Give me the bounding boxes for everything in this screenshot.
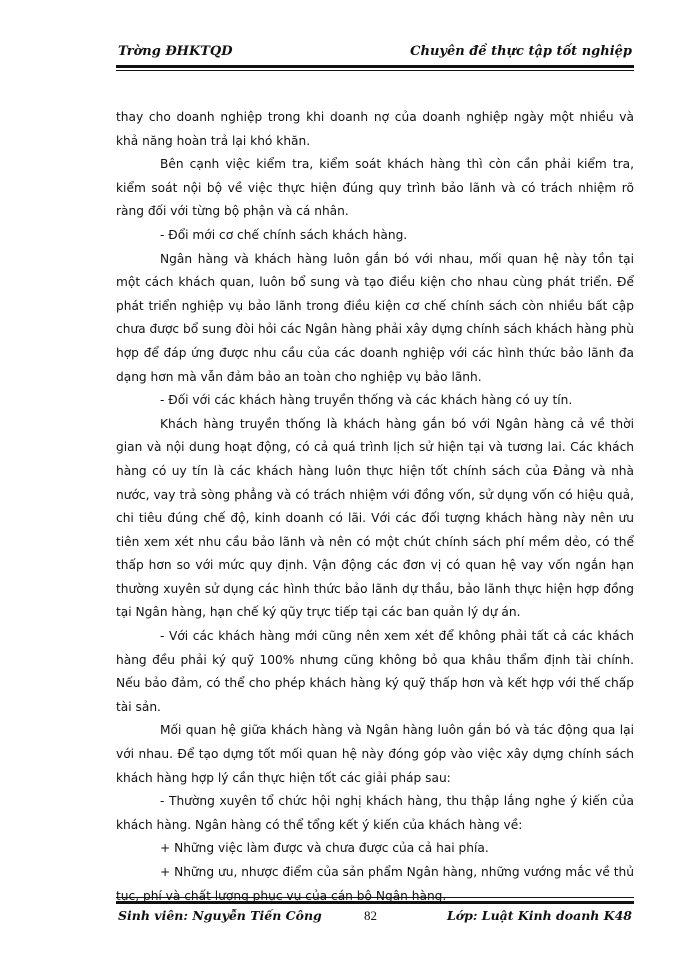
paragraph: Ngân hàng và khách hàng luôn gắn bó với nhau, mối quan hệ này tồn tại một cách khách quan, luôn bổ sung và tạo điều kiện cho nhau cùng phát triển. Để phát triển nghiệp vụ bảo lãnh trong điều kiện cơ chế chính sách còn nhiều bất cập chưa được bổ sung đòi hỏi các Ngân hàng phải xây dựng chính sách khách hàng phù hợp để đáp ứng được nhu cầu của các doanh nghiệp với các hình thức bảo lãnh đa dạng hơn mà vẫn đảm bảo an toàn cho nghiệp vụ bảo lãnh. xyxy=(116,251,634,384)
paragraph: - Đổi mới cơ chế chính sách khách hàng. xyxy=(160,227,408,242)
footer-student: Sinh viên: Nguyễn Tiến Công xyxy=(118,908,322,923)
page-footer xyxy=(116,906,632,928)
header-school: Trờng ĐHKTQD xyxy=(118,44,233,59)
paragraph: thay cho doanh nghiệp trong khi doanh nợ của doanh nghiệp ngày một nhiều và khả năng hoàn trả lại khó khăn. xyxy=(116,110,634,148)
page-header xyxy=(116,42,632,66)
header-rule-thin xyxy=(116,70,634,71)
footer-rule-thin xyxy=(116,897,634,898)
header-title: Chuyên đề thực tập tốt nghiệp xyxy=(410,44,632,59)
header-rule-thick xyxy=(116,65,634,68)
paragraph: - Với các khách hàng mới cũng nên xem xét để không phải tất cả các khách hàng đều phải ký quỹ 100% nhưng cũng không bỏ qua khâu thẩm định tài chính. Nếu bảo đảm, có thể cho phép khách hàng ký quỹ thấp hơn và kết hợp với thế chấp tài sản. xyxy=(116,629,634,714)
footer-class: Lớp: Luật Kinh doanh K48 xyxy=(446,908,632,923)
paragraph: - Đối với các khách hàng truyền thống và các khách hàng có uy tín. xyxy=(160,393,573,408)
paragraph: + Những việc làm được và chưa được của cả hai phía. xyxy=(160,841,489,856)
paragraph: Khách hàng truyền thống là khách hàng gắn bó với Ngân hàng cả về thời gian và nội dung hoạt động, có cả quá trình lịch sử hiện tại và tương lai. Các khách hàng có uy tín là các khách hàng luôn thực hiện tốt chính sách của Đảng và nhà nước, vay trả sòng phẳng và có trách nhiệm với đồng vốn, sử dụng vốn có hiệu quả, chi tiêu đúng chế độ, kinh doanh có lãi. Với các đối tượng khách hàng này nên ưu tiên xem xét nhu cầu bảo lãnh và nên có một chút chính sách phí mềm dẻo, có thể thấp hơn so với mức quy định. Vận động các đơn vị có quan hệ vay vốn ngắn hạn thường xuyên sử dụng các hình thức bảo lãnh dự thầu, bảo lãnh thực hiện hợp đồng tại Ngân hàng, hạn chế ký qũy trực tiếp tại các ban quản lý dự án. xyxy=(116,416,634,620)
paragraph: Mối quan hệ giữa khách hàng và Ngân hàng luôn gắn bó và tác động qua lại với nhau. Để tạo dựng tốt mối quan hệ này đóng góp vào việc xây dựng chính sách khách hàng hợp lý cần thực hiện tốt các giải pháp sau: xyxy=(116,723,634,785)
paragraph: + Những ưu, nhược điểm của sản phẩm Ngân hàng, những vướng mắc về thủ tục, phí và chất lượng phục vụ của cán bộ Ngân hàng. xyxy=(116,865,634,903)
paragraph: Bên cạnh việc kiểm tra, kiểm soát khách hàng thì còn cần phải kiểm tra, kiểm soát nội bộ về việc thực hiện đúng quy trình bảo lãnh và có trách nhiệm rõ ràng đối với từng bộ phận và cá nhân. xyxy=(116,157,634,219)
paragraph: - Thường xuyên tổ chức hội nghị khách hàng, thu thập lắng nghe ý kiến của khách hàng. Ngân hàng có thể tổng kết ý kiến của khách hàng về: xyxy=(116,794,634,832)
footer-rule-thick xyxy=(116,901,634,904)
page-number: 82 xyxy=(364,908,377,923)
document-body xyxy=(116,106,634,908)
